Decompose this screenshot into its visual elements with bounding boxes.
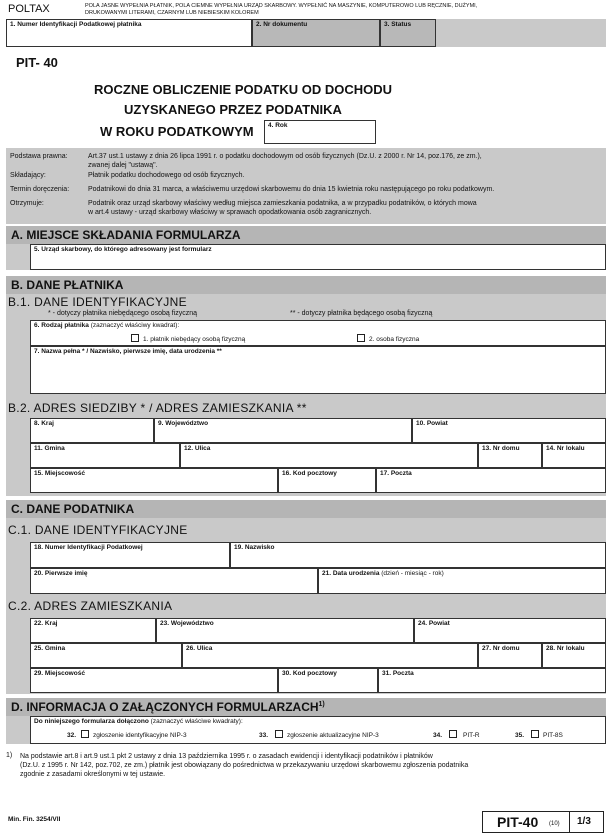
section-a-header <box>6 226 606 244</box>
attachment-34-checkbox[interactable] <box>449 730 457 738</box>
footnote-line2: (Dz.U. z 1995 r. Nr 142, poz.702, ze zm.) płatnik jest obowiązany do pośrednictwa w przekazywaniu urzędowi skarbowemu zgłoszenia podatnika <box>20 762 469 769</box>
footnote-mark: 1) <box>6 752 13 759</box>
recipient-text1: Podatnik oraz urząd skarbowy właściwy według miejsca zamieszkania podatnika, a w przypadku podatników, o których mowa <box>88 200 477 207</box>
taxpayer-post-office-field[interactable] <box>378 668 606 693</box>
taxpayer-commune-field[interactable] <box>30 643 182 668</box>
payer-type-option2-label: 2. osoba fizyczna <box>369 336 420 343</box>
taxpayer-county-field[interactable] <box>414 618 606 643</box>
attachment-35-number: 35. <box>515 732 525 739</box>
attachment-35-label: PIT-8S <box>543 732 563 739</box>
basis-text2: zwanej dalej "ustawą". <box>88 162 158 169</box>
payer-type-option1-checkbox[interactable] <box>131 334 139 342</box>
taxpayer-birthdate-hint: (dzień - miesiąc - rok) <box>381 570 444 577</box>
payer-city-field[interactable] <box>30 468 278 493</box>
payer-house-number-label: 13. Nr domu <box>482 445 520 452</box>
section-c-title: C. DANE PODATNIKA <box>11 502 135 516</box>
form-title-line2: UZYSKANEGO PRZEZ PODATNIKA <box>124 102 342 117</box>
tax-office-label: 5. Urząd skarbowy, do którego adresowany jest formularz <box>34 246 212 253</box>
basis-label: Podstawa prawna: <box>10 153 68 160</box>
form-title-line3: W ROKU PODATKOWYM <box>100 124 254 139</box>
payer-house-number-field[interactable] <box>478 443 542 468</box>
taxpayer-surname-label: 19. Nazwisko <box>234 544 275 551</box>
brand: POLTAX <box>8 3 50 15</box>
document-number-field <box>252 19 380 47</box>
recipient-label: Otrzymuje: <box>10 200 44 207</box>
payer-type-option2-checkbox[interactable] <box>357 334 365 342</box>
recipient-text2: w art.4 ustawy - urząd skarbowy właściwy w sprawach opodatkowania osób zagranicznych. <box>88 209 372 216</box>
section-c-header <box>6 500 606 518</box>
payer-name-field[interactable] <box>30 346 606 394</box>
section-b-title: B. DANE PŁATNIKA <box>11 278 124 292</box>
taxpayer-nip-field[interactable] <box>30 542 230 568</box>
basis-text1: Art.37 ust.1 ustawy z dnia 26 lipca 1991 r. o podatku dochodowym od osób fizycznych (Dz.U. z 2000 r. Nr 14, poz.176, ze zm.), <box>88 153 482 160</box>
payer-type-field <box>30 320 606 346</box>
payer-commune-label: 11. Gmina <box>34 445 65 452</box>
taxpayer-nip-label: 18. Numer Identyfikacji Podatkowej <box>34 544 143 551</box>
payer-apartment-field[interactable] <box>542 443 606 468</box>
attachment-35-checkbox[interactable] <box>531 730 539 738</box>
status-field <box>380 19 436 47</box>
taxpayer-firstname-field[interactable] <box>30 568 318 594</box>
b2-title: B.2. ADRES SIEDZIBY * / ADRES ZAMIESZKANIA ** <box>8 401 307 415</box>
attachment-32-label: zgłoszenie identyfikacyjne NIP-3 <box>93 732 187 739</box>
taxpayer-birthdate-field[interactable] <box>318 568 606 594</box>
minfin-code: Min. Fin. 3254/VII <box>8 816 61 823</box>
taxpayer-street-label: 26. Ulica <box>186 645 213 652</box>
filer-text: Płatnik podatku dochodowego od osób fizycznych. <box>88 172 245 179</box>
payer-county-field[interactable] <box>412 418 606 443</box>
year-field[interactable] <box>264 120 376 144</box>
footer-page-number: 1/3 <box>577 816 591 827</box>
footer-form-code: PIT-40 <box>497 814 539 830</box>
footer-form-version: (10) <box>549 821 560 827</box>
taxpayer-city-label: 29. Miejscowość <box>34 670 85 677</box>
payer-country-field[interactable] <box>30 418 154 443</box>
footnote-line1: Na podstawie art.8 i art.9 ust.1 pkt 2 ustawy z dnia 13 października 1995 r. o zasadach ewidencji i identyfikacji podatników i płatników <box>20 753 433 760</box>
footer-form-box <box>482 811 604 833</box>
attachment-34-number: 34. <box>433 732 443 739</box>
legal-box <box>6 148 606 224</box>
c2-title: C.2. ADRES ZAMIESZKANIA <box>8 599 173 613</box>
b1-title: B.1. DANE IDENTYFIKACYJNE <box>8 295 187 309</box>
taxpayer-apartment-label: 28. Nr lokalu <box>546 645 585 652</box>
section-a-title: A. MIEJSCE SKŁADANIA FORMULARZA <box>11 228 241 242</box>
payer-postal-code-label: 16. Kod pocztowy <box>282 470 337 477</box>
payer-voivodeship-field[interactable] <box>154 418 412 443</box>
taxpayer-county-label: 24. Powiat <box>418 620 450 627</box>
taxpayer-city-field[interactable] <box>30 668 278 693</box>
payer-street-field[interactable] <box>180 443 478 468</box>
footnote-line3: zgodnie z zasadami określonymi w tej ustawie. <box>20 771 166 778</box>
tax-office-field[interactable] <box>30 244 606 270</box>
attachments-intro: Do niniejszego formularza dołączono <box>34 718 149 725</box>
taxpayer-commune-label: 25. Gmina <box>34 645 66 652</box>
attachment-34-label: PIT-R <box>463 732 480 739</box>
taxpayer-firstname-label: 20. Pierwsze imię <box>34 570 88 577</box>
taxpayer-country-label: 22. Kraj <box>34 620 58 627</box>
payer-post-office-field[interactable] <box>376 468 606 493</box>
taxpayer-surname-field[interactable] <box>230 542 606 568</box>
taxpayer-country-field[interactable] <box>30 618 156 643</box>
nip-payer-field[interactable] <box>6 19 252 47</box>
section-b-header <box>6 276 606 294</box>
b1-note2: ** - dotyczy płatnika będącego osobą fizyczną <box>290 310 433 317</box>
payer-type-label: 6. Rodzaj płatnika <box>34 322 89 329</box>
payer-apartment-label: 14. Nr lokalu <box>546 445 585 452</box>
payer-post-office-label: 17. Poczta <box>380 470 412 477</box>
nip-payer-label: 1. Numer Identyfikacji Podatkowej płatnika <box>10 21 142 28</box>
form-code: PIT- 40 <box>16 55 58 70</box>
taxpayer-postal-code-label: 30. Kod pocztowy <box>282 670 337 677</box>
status-label: 3. Status <box>384 21 412 28</box>
taxpayer-street-field[interactable] <box>182 643 478 668</box>
payer-commune-field[interactable] <box>30 443 180 468</box>
instructions-line1: POLA JASNE WYPEŁNIA PŁATNIK, POLA CIEMNE WYPEŁNIA URZĄD SKARBOWY. WYPEŁNIĆ NA MASZYNIE, KOMPUTEROWO LUB RĘCZNIE, DUŻYMI, <box>85 3 478 9</box>
attachment-33-number: 33. <box>259 732 269 739</box>
c1-title: C.1. DANE IDENTYFIKACYJNE <box>8 523 188 537</box>
attachments-hint: (zaznaczyć właściwe kwadraty): <box>150 718 243 725</box>
taxpayer-apartment-field[interactable] <box>542 643 606 668</box>
instructions <box>85 3 477 17</box>
section-d-footnote-mark: 1) <box>318 701 325 708</box>
deadline-text: Podatnikowi do dnia 31 marca, a właściwemu urzędowi skarbowemu do dnia 15 kwietnia roku następującego po roku podatkowym. <box>88 186 495 193</box>
deadline-label: Termin doręczenia: <box>10 186 70 193</box>
footnote <box>20 752 602 779</box>
taxpayer-house-number-label: 27. Nr domu <box>482 645 520 652</box>
attachment-33-checkbox[interactable] <box>275 730 283 738</box>
payer-voivodeship-label: 9. Województwo <box>158 420 209 427</box>
taxpayer-voivodeship-field[interactable] <box>156 618 414 643</box>
taxpayer-post-office-label: 31. Poczta <box>382 670 414 677</box>
payer-street-label: 12. Ulica <box>184 445 211 452</box>
attachment-33-label: zgłoszenie aktualizacyjne NIP-3 <box>287 732 379 739</box>
payer-type-hint: (zaznaczyć właściwy kwadrat): <box>90 322 180 329</box>
filer-label: Składający: <box>10 172 46 179</box>
attachment-32-checkbox[interactable] <box>81 730 89 738</box>
taxpayer-postal-code-field[interactable] <box>278 668 378 693</box>
section-d-title: D. INFORMACJA O ZAŁĄCZONYCH FORMULARZACH <box>11 700 319 714</box>
section-d-header <box>6 698 606 716</box>
payer-type-option1-label: 1. płatnik niebędący osobą fizyczną <box>143 336 246 343</box>
b1-note1: * - dotyczy płatnika niebędącego osobą fizyczną <box>48 310 198 317</box>
payer-city-label: 15. Miejscowość <box>34 470 85 477</box>
payer-country-label: 8. Kraj <box>34 420 54 427</box>
document-number-label: 2. Nr dokumentu <box>256 21 308 28</box>
payer-county-label: 10. Powiat <box>416 420 448 427</box>
payer-name-label: 7. Nazwa pełna * / Nazwisko, pierwsze imię, data urodzenia ** <box>34 348 222 355</box>
form-title-line1: ROCZNE OBLICZENIE PODATKU OD DOCHODU <box>94 82 393 97</box>
attachment-32-number: 32. <box>67 732 77 739</box>
instructions-line2: DRUKOWANYMI LITERAMI, CZARNYM LUB NIEBIESKIM KOLOREM <box>85 10 259 16</box>
year-label: 4. Rok <box>268 122 288 129</box>
payer-postal-code-field[interactable] <box>278 468 376 493</box>
attachments-field <box>30 716 606 744</box>
taxpayer-birthdate-label: 21. Data urodzenia <box>322 570 380 577</box>
taxpayer-voivodeship-label: 23. Województwo <box>160 620 214 627</box>
taxpayer-house-number-field[interactable] <box>478 643 542 668</box>
